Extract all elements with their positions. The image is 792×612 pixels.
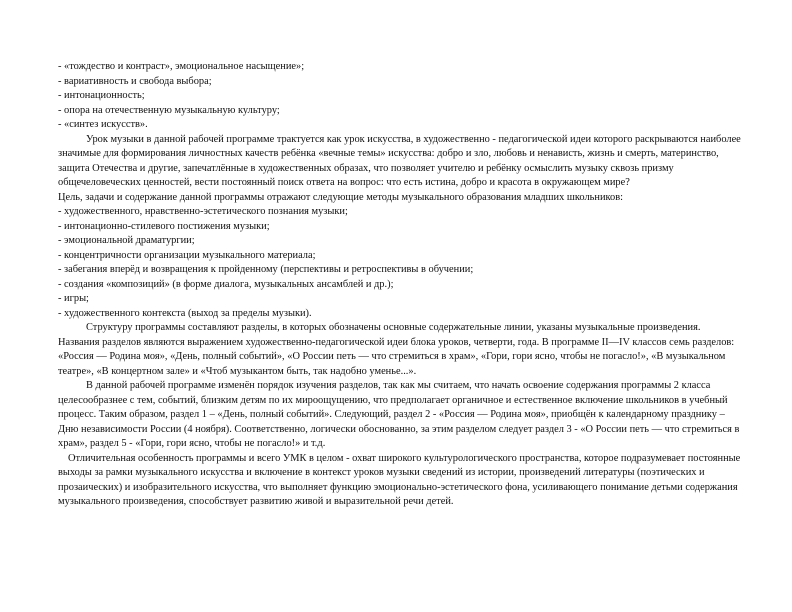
list-item: - опора на отечественную музыкальную культуру; <box>58 104 280 116</box>
paragraph-section-order: В данной рабочей программе изменён порядок изучения разделов, так как мы считаем, что начать освоение содержания программы 2 класса целесообразнее с тем, событий, близким детям по их мироощущению, что предполагает органичное и естественное включение школьников в учебный процесс. Таким образом, раздел 1 – «День, полный событий». Следующий, раздел 2 - «Россия — Родина моя», приобщён к календарному празднику – Дню независимости России (4 ноября). Соответственно, логически обоснованно, за этим разделом следует раздел 3 - «О России петь — что стремиться в храм», раздел 5 - «Гори, гори ясно, чтобы не погасло!» и т.д. <box>58 380 740 449</box>
method-item: - забегания вперёд и возвращения к пройденному (перспективы и ретроспективы в обучении; <box>58 264 474 275</box>
paragraph-distinctive-feature: Отличительная особенность программы и всего УМК в целом - охват широкого культурологического пространства, которое подразумевает постоянные выходы за рамки музыкального искусства и включение в контекст уроков музыки сведений из истории, произведений литературы (поэтических и прозаических) и изобразительного искусства, что выполняет функцию эмоционально-эстетического фона, усиливающего понимание детьми содержания музыкального произведения, способствует развитию живой и выразительной речи детей. <box>58 452 741 507</box>
method-item: - интонационно-стилевого постижения музыки; <box>58 220 270 232</box>
list-item: - «синтез искусств». <box>58 119 148 130</box>
document-page <box>58 60 744 510</box>
method-item: - создания «композиций» (в форме диалога, музыкальных ансамблей и др.); <box>58 278 394 290</box>
method-item: - художественного контекста (выход за пределы музыки). <box>58 307 312 319</box>
list-item: - «тождество и контраст», эмоциональное насыщение»; <box>58 61 305 72</box>
paragraph-program-structure: Структуру программы составляют разделы, в которых обозначены основные содержательные линии, указаны музыкальные произведения. Названия разделов являются выражением художественно-педагогической идеи блока уроков, четверти, года. В программе II—IV классов семь разделов: «Россия — Родина моя», «День, полный событий», «О России петь — что стремиться в храм», «Гори, гори ясно, чтобы не погасло!», «В музыкальном театре», «В концертном зале» и «Чтоб музыкантом быть, так надобно уменье...». <box>58 322 735 377</box>
paragraph-lesson-definition: Урок музыки в данной рабочей программе трактуется как урок искусства, в художественно - педагогической идеи которого раскрываются наиболее значимые для формирования личностных качеств ребёнка «вечные темы» искусства: добро и зло, любовь и ненависть, жизнь и смерть, материнство, защита Отечества и другие, запечатлённые в художественных образах, что позволяет учителю и ребёнку осмыслить музыку сквозь призму общечеловеческих ценностей, вести постоянный поиск ответа на вопрос: что есть истина, добро и красота в окружающем мире? <box>58 133 741 188</box>
list-item: - интонационность; <box>58 90 145 101</box>
list-item: - вариативность и свобода выбора; <box>58 75 212 87</box>
method-item: - художественного, нравственно-эстетического познания музыки; <box>58 206 348 217</box>
method-item: - эмоциональной драматургии; <box>58 235 195 246</box>
methods-intro: Цель, задачи и содержание данной программы отражают следующие методы музыкального образования младших школьников: <box>58 191 624 203</box>
method-item: - игры; <box>58 293 89 304</box>
method-item: - концентричности организации музыкального материала; <box>58 249 316 261</box>
